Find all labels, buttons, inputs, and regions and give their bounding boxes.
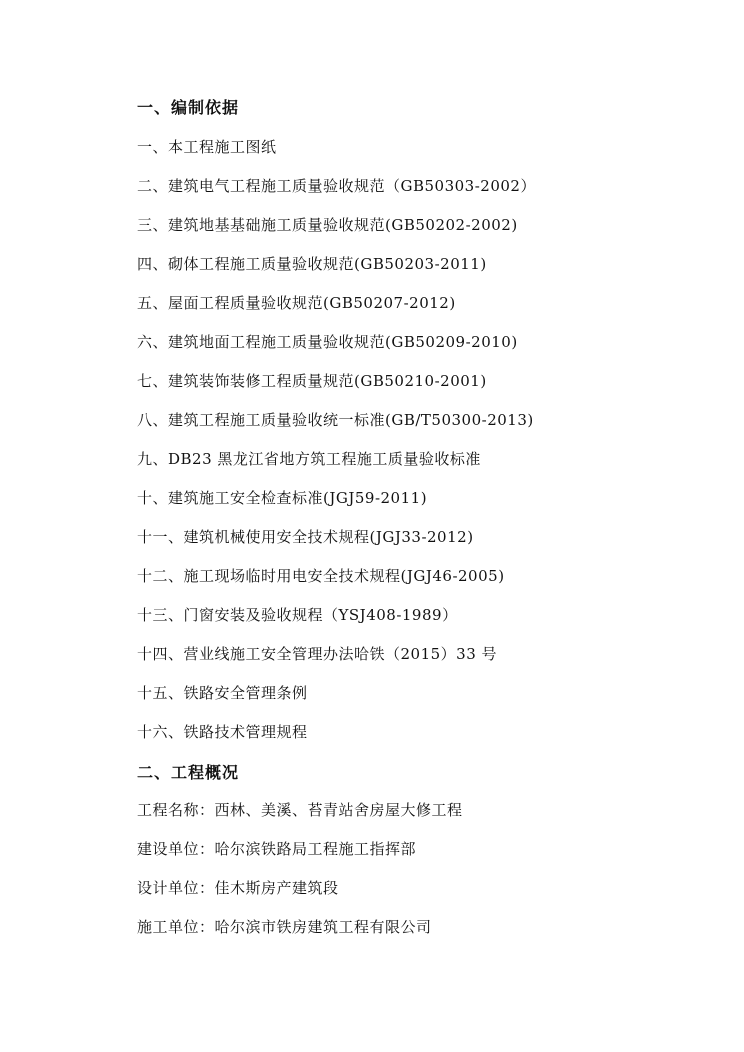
basis-item: 十四、营业线施工安全管理办法哈铁（2015）33 号 [137, 645, 498, 663]
basis-item: 三、建筑地基基础施工质量验收规范(GB50202-2002) [137, 216, 518, 234]
basis-item: 六、建筑地面工程施工质量验收规范(GB50209-2010) [137, 333, 518, 351]
section-heading-basis: 一、编制依据 [137, 98, 240, 117]
basis-item: 七、建筑装饰装修工程质量规范(GB50210-2001) [137, 372, 487, 390]
basis-item: 五、屋面工程质量验收规范(GB50207-2012) [137, 294, 456, 312]
basis-item: 十六、铁路技术管理规程 [137, 723, 308, 741]
basis-item: 十三、门窗安装及验收规程（YSJ408-1989） [137, 606, 458, 624]
overview-item: 建设单位：哈尔滨铁路局工程施工指挥部 [137, 840, 417, 858]
section-heading-overview: 二、工程概况 [137, 763, 240, 782]
basis-item: 二、建筑电气工程施工质量验收规范（GB50303-2002） [137, 177, 536, 195]
overview-item: 工程名称：西林、美溪、苔青站舍房屋大修工程 [137, 801, 463, 819]
basis-item: 四、砌体工程施工质量验收规范(GB50203-2011) [137, 255, 487, 273]
overview-item: 设计单位：佳木斯房产建筑段 [137, 879, 339, 897]
basis-item: 十、建筑施工安全检查标准(JGJ59-2011) [137, 489, 428, 507]
basis-item: 十一、建筑机械使用安全技术规程(JGJ33-2012) [137, 528, 474, 546]
basis-item: 一、本工程施工图纸 [137, 138, 277, 156]
overview-item: 施工单位：哈尔滨市铁房建筑工程有限公司 [137, 918, 432, 936]
basis-item: 十五、铁路安全管理条例 [137, 684, 308, 702]
basis-item: 十二、施工现场临时用电安全技术规程(JGJ46-2005) [137, 567, 505, 585]
basis-item: 九、DB23 黑龙江省地方筑工程施工质量验收标准 [137, 450, 481, 468]
basis-item: 八、建筑工程施工质量验收统一标准(GB/T50300-2013) [137, 411, 534, 429]
